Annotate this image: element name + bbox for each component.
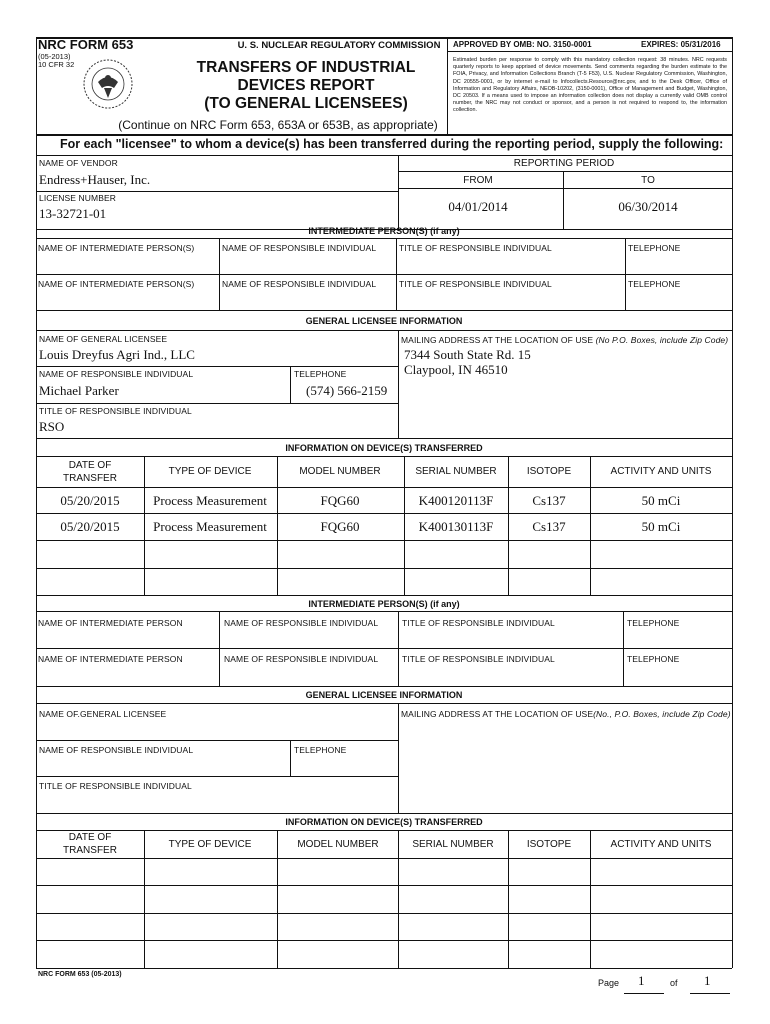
mailing-label-prefix-2: MAILING ADDRESS AT THE LOCATION OF USE [401, 709, 594, 719]
gl-section-2: GENERAL LICENSEE INFORMATION [305, 690, 463, 700]
devices-section-2: INFORMATION ON DEVICE(S) TRANSFERRED [285, 817, 483, 827]
form-footer: NRC FORM 653 (05-2013) [38, 971, 122, 978]
responsible-label-gl-1: NAME OF RESPONSIBLE INDIVIDUAL [39, 369, 194, 379]
telephone-label-gl-1: TELEPHONE [294, 369, 347, 379]
responsible-label-gl-2: NAME OF RESPONSIBLE INDIVIDUAL [39, 745, 194, 755]
burden-statement: Estimated burden per response to comply with this mandatory collection request: 38 minutes. NRC requests quarterly reports to keep apprised of device movements. Send comments regarding the burden estimate to the FOIA, Privacy, and Information Collections Branch (T-5 F53), U.S. Nuclear Regulatory Commission, Washington, DC 20555-0001, or by internet e-mail to Infocollects.Resource@nrc.gov, and to the Desk Officer, Office of Information and Regulatory Affairs, NEOB-10202, (3150-0001), Office of Management and Budget, Washington, DC 20503. If a means used to impose an information collection does not display a currently valid OMB control number, the NRC may not conduct or sponsor, and a person is not required to respond to, the information collection. [453, 57, 727, 114]
agency-name: U. S. NUCLEAR REGULATORY COMMISSION [237, 40, 441, 51]
responsible-title-label-2a: TITLE OF RESPONSIBLE INDIVIDUAL [402, 618, 555, 628]
responsible-title-label-2b: TITLE OF RESPONSIBLE INDIVIDUAL [402, 654, 555, 664]
gl-section-1: GENERAL LICENSEE INFORMATION [305, 316, 463, 326]
device-date[interactable]: 05/20/2015 [60, 519, 120, 534]
title-line1: TRANSFERS OF INDUSTRIAL [196, 59, 416, 76]
telephone-label-1a: TELEPHONE [628, 243, 681, 253]
page-number[interactable]: 1 [638, 973, 645, 988]
device-model[interactable]: FQG60 [320, 519, 360, 534]
omb-approval: APPROVED BY OMB: NO. 3150-0001 [453, 40, 592, 49]
responsible-title-label-1a: TITLE OF RESPONSIBLE INDIVIDUAL [399, 243, 552, 253]
reporting-period-label: REPORTING PERIOD [513, 158, 615, 169]
responsible-name-label-2a: NAME OF RESPONSIBLE INDIVIDUAL [224, 618, 379, 628]
title-line2: DEVICES REPORT [237, 77, 375, 94]
period-to-label: TO [641, 175, 655, 186]
col-serial: SERIAL NUMBER [412, 839, 494, 850]
col-isotope: ISOTOPE [526, 466, 572, 477]
mailing-label-prefix-1: MAILING ADDRESS AT THE LOCATION OF USE [401, 335, 594, 345]
device-model[interactable]: FQG60 [320, 493, 360, 508]
mailing-label-1 [401, 335, 728, 345]
gl-name-label-1: NAME OF GENERAL LICENSEE [39, 334, 168, 344]
vendor-name-label: NAME OF VENDOR [39, 158, 118, 168]
device-isotope[interactable]: Cs137 [532, 493, 566, 508]
col-date-2: TRANSFER [63, 845, 117, 856]
col-type: TYPE OF DEVICE [168, 466, 252, 477]
device-serial[interactable]: K400120113F [418, 493, 494, 508]
device-date[interactable]: 05/20/2015 [60, 493, 120, 508]
form-number: NRC FORM 653 [38, 37, 134, 52]
col-model: MODEL NUMBER [299, 466, 381, 477]
device-serial[interactable]: K400130113F [418, 519, 494, 534]
expiration-date: EXPIRES: 05/31/2016 [641, 40, 721, 49]
period-from-value[interactable]: 04/01/2014 [448, 199, 508, 214]
title-value[interactable]: RSO [39, 419, 65, 434]
devices-section-1: INFORMATION ON DEVICE(S) TRANSFERRED [285, 443, 483, 453]
address-line1-value[interactable]: 7344 South State Rd. 15 [404, 347, 531, 362]
period-to-value[interactable]: 06/30/2014 [618, 199, 678, 214]
responsible-name-label-1a: NAME OF RESPONSIBLE INDIVIDUAL [222, 243, 377, 253]
intermediate-section-2: INTERMEDIATE PERSON(S) (if any) [308, 599, 460, 609]
mailing-label-note-2: (No., P.O. Boxes, include Zip Code) [593, 709, 731, 719]
col-activity: ACTIVITY AND UNITS [610, 466, 712, 477]
col-type: TYPE OF DEVICE [168, 839, 252, 850]
of-label: of [670, 978, 678, 988]
address-line2-value[interactable]: Claypool, IN 46510 [404, 362, 508, 377]
device-type[interactable]: Process Measurement [153, 519, 267, 534]
telephone-value[interactable]: (574) 566-2159 [306, 383, 388, 398]
telephone-label-1b: TELEPHONE [628, 279, 681, 289]
device-activity[interactable]: 50 mCi [641, 519, 681, 534]
responsible-title-label-1b: TITLE OF RESPONSIBLE INDIVIDUAL [399, 279, 552, 289]
telephone-label-2b: TELEPHONE [627, 654, 680, 664]
gl-name-value[interactable]: Louis Dreyfus Agri Ind., LLC [39, 347, 195, 362]
col-serial: SERIAL NUMBER [415, 466, 497, 477]
page-label: Page [598, 978, 620, 988]
gl-name-label-2: NAME OF.GENERAL LICENSEE [39, 709, 167, 719]
title-label-gl-2: TITLE OF RESPONSIBLE INDIVIDUAL [39, 781, 192, 791]
telephone-label-gl-2: TELEPHONE [294, 745, 347, 755]
responsible-individual-value[interactable]: Michael Parker [39, 383, 119, 398]
page-total[interactable]: 1 [704, 973, 711, 988]
device-isotope[interactable]: Cs137 [532, 519, 566, 534]
col-date-2: TRANSFER [63, 473, 117, 484]
intermediate-name-label-2a: NAME OF INTERMEDIATE PERSON [38, 618, 183, 628]
title-line3: (TO GENERAL LICENSEES) [204, 95, 408, 112]
form-revision: (05-2013) [38, 52, 71, 61]
license-number-label: LICENSE NUMBER [39, 193, 116, 203]
title-label-gl-1: TITLE OF RESPONSIBLE INDIVIDUAL [39, 406, 192, 416]
vendor-name-value[interactable]: Endress+Hauser, Inc. [39, 172, 151, 187]
col-date-1: DATE OF [68, 460, 112, 471]
instruction-text: For each "licensee" to whom a device(s) has been transferred during the reporting period, supply the following: [60, 137, 724, 151]
intermediate-name-label-2b: NAME OF INTERMEDIATE PERSON [38, 654, 183, 664]
intermediate-section-1: INTERMEDIATE PERSON(S) (if any) [308, 226, 460, 236]
col-isotope: ISOTOPE [526, 839, 572, 850]
col-model: MODEL NUMBER [297, 839, 379, 850]
device-activity[interactable]: 50 mCi [641, 493, 681, 508]
mailing-label-2 [401, 709, 731, 719]
device-type[interactable]: Process Measurement [153, 493, 267, 508]
period-from-label: FROM [463, 175, 493, 186]
nrc-seal-icon [82, 58, 134, 110]
responsible-name-label-2b: NAME OF RESPONSIBLE INDIVIDUAL [224, 654, 379, 664]
col-activity: ACTIVITY AND UNITS [610, 839, 712, 850]
license-number-value[interactable]: 13-32721-01 [39, 206, 107, 221]
mailing-label-note-1: (No P.O. Boxes, include Zip Code) [593, 335, 729, 345]
responsible-name-label-1b: NAME OF RESPONSIBLE INDIVIDUAL [222, 279, 377, 289]
col-date-1: DATE OF [68, 832, 112, 843]
form-cfr: 10 CFR 32 [38, 60, 75, 69]
telephone-label-2a: TELEPHONE [627, 618, 680, 628]
continue-note: (Continue on NRC Form 653, 653A or 653B, as appropriate) [118, 118, 438, 132]
intermediate-name-label-1b: NAME OF INTERMEDIATE PERSON(S) [38, 279, 195, 289]
intermediate-name-label-1a: NAME OF INTERMEDIATE PERSON(S) [38, 243, 195, 253]
